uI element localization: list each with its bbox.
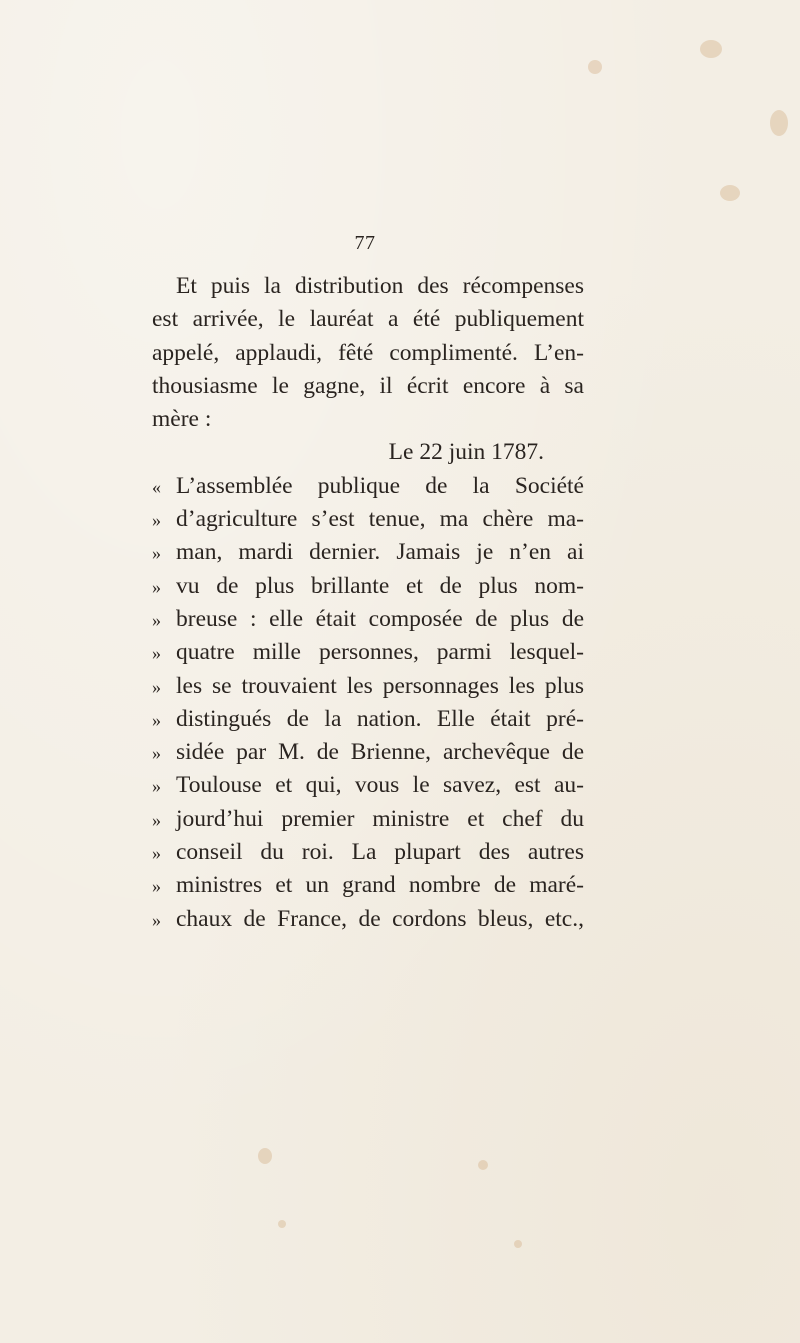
letter-line xyxy=(152,670,584,703)
foxing-spot xyxy=(588,60,602,74)
letter-line-text: chaux de France, de cordons bleus, etc., xyxy=(176,905,584,932)
quote-mark: » xyxy=(152,643,161,664)
paragraph-line: thousiasme le gagne, il écrit encore à sa xyxy=(152,372,584,399)
quote-mark: » xyxy=(152,909,161,930)
quote-mark: » xyxy=(152,809,161,830)
foxing-spot xyxy=(700,40,722,58)
quote-mark: » xyxy=(152,510,161,531)
foxing-spot xyxy=(278,1220,286,1228)
letter-line-text: sidée par M. de Brienne, archevêque de xyxy=(176,739,584,766)
letter-line xyxy=(152,503,584,536)
letter-line xyxy=(152,536,584,569)
quote-mark: » xyxy=(152,876,161,897)
foxing-spot xyxy=(258,1148,272,1164)
letter-line xyxy=(152,736,584,769)
letter-line-text: d’agriculture s’est tenue, ma chère ma- xyxy=(176,506,584,533)
quote-mark: » xyxy=(152,543,161,564)
paragraph-line: mère : xyxy=(152,406,212,433)
letter-line-text: les se trouvaient les personnages les plus xyxy=(176,672,584,699)
foxing-spot xyxy=(720,185,740,201)
letter-line-text: vu de plus brillante et de plus nom- xyxy=(176,572,584,599)
quote-mark: » xyxy=(152,676,161,697)
letter-line xyxy=(152,470,584,503)
quote-mark: » xyxy=(152,776,161,797)
letter-line xyxy=(152,570,584,603)
letter-line xyxy=(152,769,584,802)
letter-date: Le 22 juin 1787. xyxy=(388,439,544,466)
letter-line-text: breuse : elle était composée de plus de xyxy=(176,605,584,632)
letter-line xyxy=(152,603,584,636)
quote-mark: » xyxy=(152,843,161,864)
letter-line xyxy=(152,803,584,836)
letter-line-text: ministres et un grand nombre de maré- xyxy=(176,872,584,899)
letter-line xyxy=(152,869,584,902)
body-text xyxy=(152,270,584,936)
letter-line xyxy=(152,903,584,936)
letter-line-text: Toulouse et qui, vous le savez, est au- xyxy=(176,772,584,799)
letter-line xyxy=(152,836,584,869)
letter-line xyxy=(152,636,584,669)
paragraph-line: est arrivée, le lauréat a été publiquement xyxy=(152,306,584,333)
page-number: 77 xyxy=(354,232,376,254)
foxing-spot xyxy=(770,110,788,136)
quote-mark: » xyxy=(152,576,161,597)
foxing-spot xyxy=(514,1240,522,1248)
letter-line-text: jourd’hui premier ministre et chef du xyxy=(176,805,584,832)
quote-mark: » xyxy=(152,609,161,630)
quote-mark: » xyxy=(152,709,161,730)
quote-mark: » xyxy=(152,743,161,764)
paragraph-line: appelé, applaudi, fêté complimenté. L’en- xyxy=(152,339,584,366)
letter-line xyxy=(152,703,584,736)
letter-line-text: conseil du roi. La plupart des autres xyxy=(176,839,584,866)
paragraph-line: Et puis la distribution des récompenses xyxy=(176,273,584,299)
foxing-spot xyxy=(478,1160,488,1170)
quote-mark: « xyxy=(152,476,161,497)
letter-line-text: man, mardi dernier. Jamais je n’en ai xyxy=(176,539,584,566)
letter-line-text: distingués de la nation. Elle était pré- xyxy=(176,705,584,732)
letter-line-text: quatre mille personnes, parmi lesquel- xyxy=(176,639,584,666)
letter-line-text: L’assemblée publique de la Société xyxy=(176,472,584,499)
